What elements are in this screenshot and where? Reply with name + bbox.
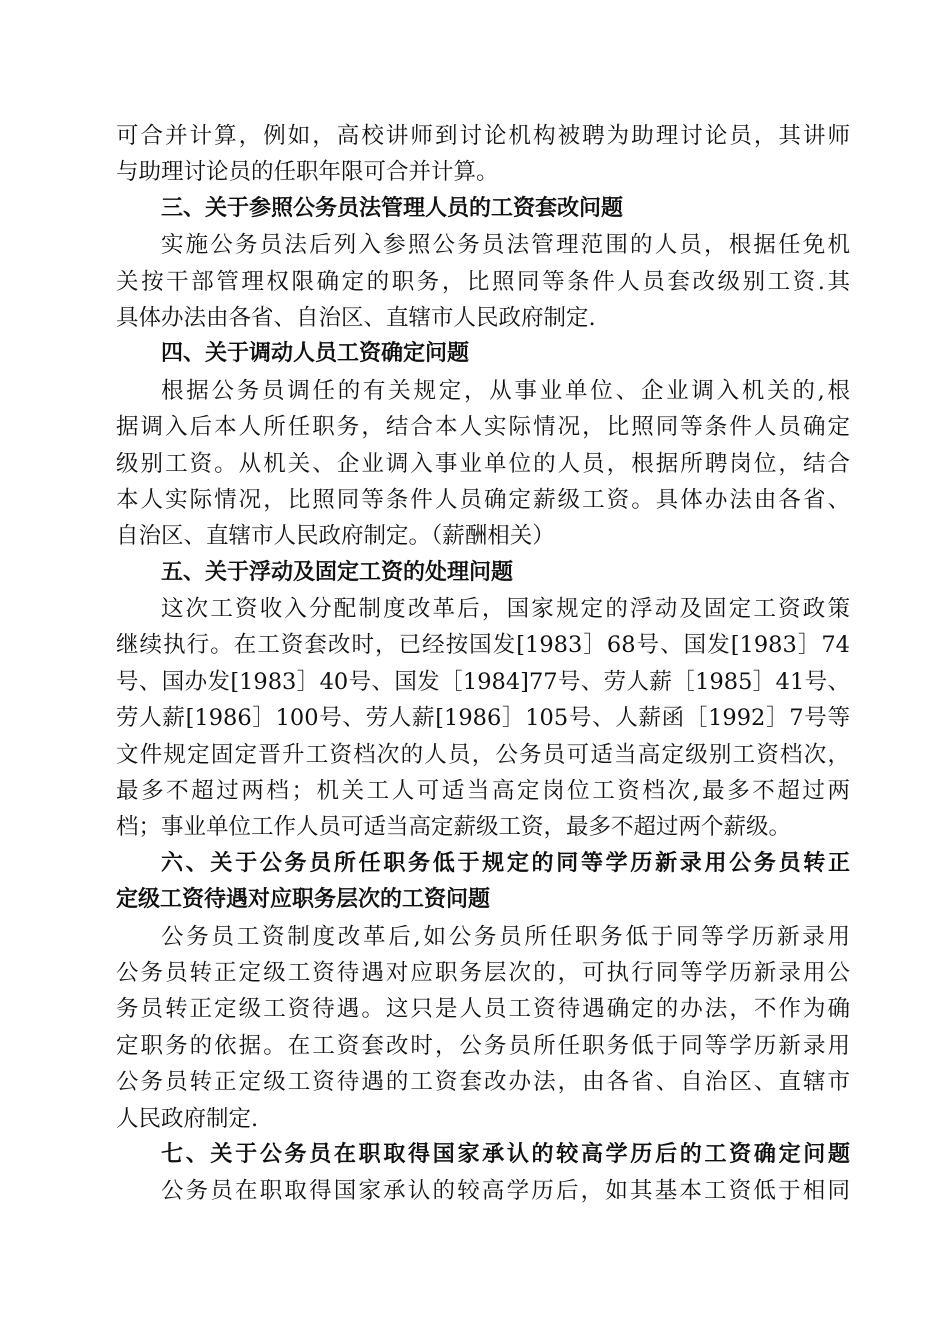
- paragraph-line: 定职务的依据。在工资套改时，公务员所任职务低于同等学历新录用: [116, 1032, 850, 1059]
- section-heading-6: 六、关于公务员所任职务低于规定的同等学历新录用公务员转正: [161, 850, 850, 876]
- paragraph-line: 本人实际情况，比照同等条件人员确定薪级工资。具体办法由各省、: [116, 486, 850, 513]
- paragraph-line: 据调入后本人所任职务，结合本人实际情况，比照同等条件人员确定: [116, 414, 850, 441]
- section-heading-6-continued: 定级工资待遇对应职务层次的工资问题: [116, 887, 491, 913]
- paragraph-line: 劳人薪[1986］100号、劳人薪[1986］105号、人薪函［1992］7号等: [116, 705, 850, 732]
- paragraph-line: 可合并计算，例如，高校讲师到讨论机构被聘为助理讨论员，其讲师: [116, 123, 850, 149]
- paragraph-line: 最多不超过两档；机关工人可适当高定岗位工资档次,最多不超过两: [116, 778, 850, 805]
- paragraph-line: 档；事业单位工作人员可适当高定薪级工资，最多不超过两个薪级。: [116, 814, 792, 841]
- paragraph-line: 号、国办发[1983］40号、国发［1984]77号、劳人薪［1985］41号、: [116, 668, 850, 695]
- paragraph-line: 务员转正定级工资待遇。这只是人员工资待遇确定的办法，不作为确: [116, 996, 850, 1023]
- paragraph-line: 具体办法由各省、自治区、直辖市人民政府制定.: [116, 304, 596, 331]
- paragraph-line: 公务员转正定级工资待遇的工资套改办法，由各省、自治区、直辖市: [116, 1069, 850, 1096]
- paragraph-line: 公务员转正定级工资待遇对应职务层次的，可执行同等学历新录用公: [116, 959, 850, 986]
- document-page: [116, 118, 850, 1210]
- paragraph-line: 自治区、直辖市人民政府制定。（薪酬相关）: [116, 523, 555, 550]
- section-heading-3: 三、关于参照公务员法管理人员的工资套改问题: [161, 195, 624, 221]
- paragraph-line: 人民政府制定.: [116, 1105, 259, 1132]
- paragraph-line: 文件规定固定晋升工资档次的人员，公务员可适当高定级别工资档次，: [116, 741, 850, 768]
- paragraph-line: 继续执行。在工资套改时，已经按国发[1983］68号、国发[1983］74: [116, 632, 850, 659]
- paragraph-line: 根据公务员调任的有关规定，从事业单位、企业调入机关的,根: [161, 377, 850, 404]
- paragraph-line: 关按干部管理权限确定的职务，比照同等条件人员套改级别工资.其: [116, 268, 850, 295]
- paragraph-line: 公务员工资制度改革后,如公务员所任职务低于同等学历新录用: [161, 923, 850, 950]
- paragraph-line: 这次工资收入分配制度改革后，国家规定的浮动及固定工资政策: [161, 596, 850, 623]
- paragraph-line: 公务员在职取得国家承认的较高学历后，如其基本工资低于相同: [161, 1178, 850, 1205]
- paragraph-line: 与助理讨论员的任职年限可合并计算。: [116, 159, 499, 186]
- paragraph-line: 级别工资。从机关、企业调入事业单位的人员，根据所聘岗位，结合: [116, 450, 850, 477]
- section-heading-5: 五、关于浮动及固定工资的处理问题: [161, 559, 514, 585]
- paragraph-line: 实施公务员法后列入参照公务员法管理范围的人员，根据任免机: [161, 232, 850, 259]
- section-heading-4: 四、关于调动人员工资确定问题: [161, 341, 470, 367]
- section-heading-7: 七、关于公务员在职取得国家承认的较高学历后的工资确定问题: [161, 1141, 850, 1167]
